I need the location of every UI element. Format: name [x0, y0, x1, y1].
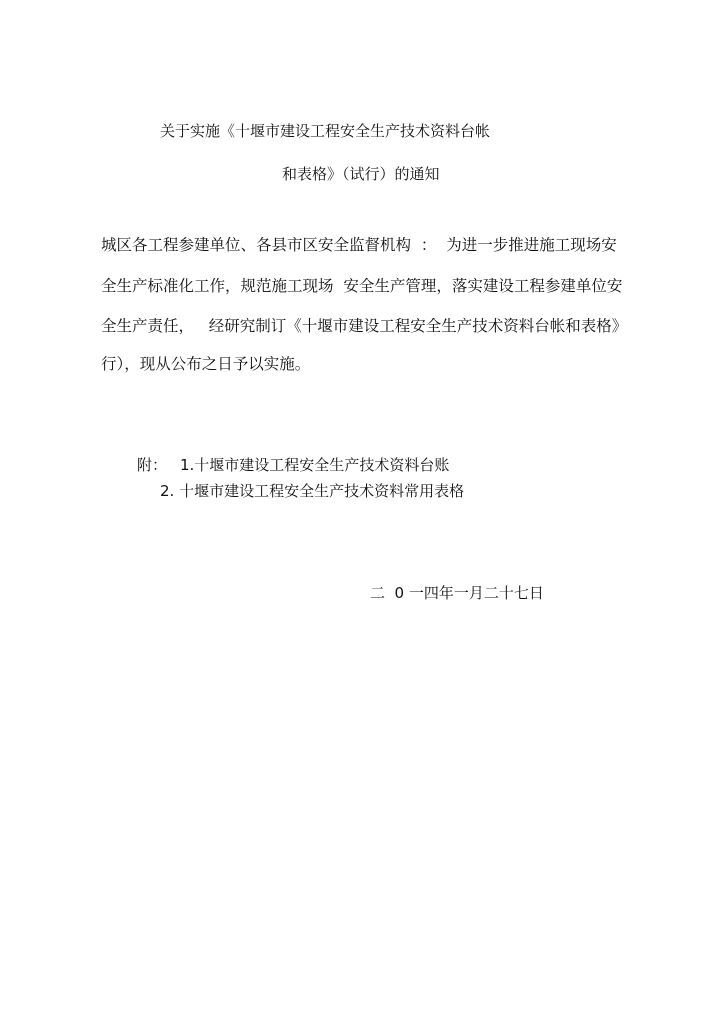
notice-date: 二 0 一四年一月二十七日 [370, 584, 544, 602]
notice-title-line-2: 和表格》（试行）的通知 [282, 165, 440, 183]
body-line-4: 行），现从公布之日予以实施。 [101, 355, 311, 373]
body-line-3: 全生产责任， 经研究制订《十堰市建设工程安全生产技术资料台帐和表格》 [101, 317, 628, 335]
attachment-item-2: 2. 十堰市建设工程安全生产技术资料常用表格 [160, 482, 465, 500]
body-line-2: 全生产标准化工作，规范施工现场 安全生产管理，落实建设工程参建单位安 [101, 277, 623, 295]
notice-title-line-1: 关于实施《十堰市建设工程安全生产技术资料台帐 [160, 122, 491, 140]
body-line-1: 城区各工程参建单位、各县市区安全监督机构 ： 为进一步推进施工现场安 [101, 236, 617, 254]
attachment-item-1: 1.十堰市建设工程安全生产技术资料台账 [180, 456, 450, 474]
attachments-label: 附： [137, 456, 168, 474]
